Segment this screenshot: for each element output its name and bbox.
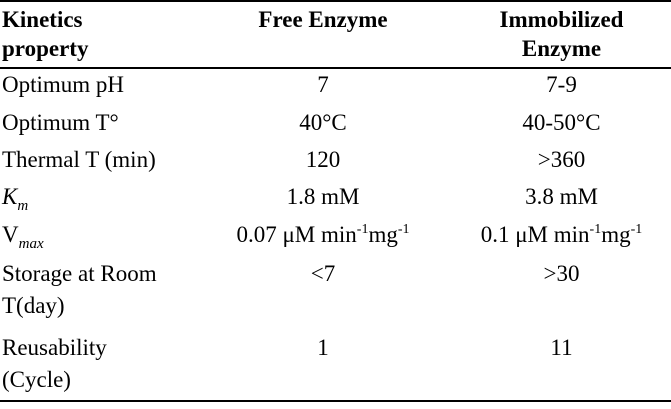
table-top-rule [0,0,671,2]
row-immobilized-value: 40-50°C [522,110,601,135]
row-free-value: <7 [310,261,336,286]
vmax-symbol: V [2,222,19,247]
imm-vmax-unit: mg [601,222,631,247]
table-bottom-rule [0,400,671,402]
row-free-value: 40°C [299,110,347,135]
row-immobilized-value: >30 [543,261,580,286]
free-vmax-exp2: -1 [397,222,410,237]
row-immobilized-value: >360 [537,147,586,172]
row-label [2,184,29,214]
row-free-value: 120 [305,147,341,172]
vmax-subscript: max [18,236,44,252]
row-free-value [198,222,448,248]
row-immobilized-value [452,222,671,248]
header-property-line2: property [2,36,89,61]
row-immobilized-value: 11 [550,335,573,360]
free-vmax-exp1: -1 [356,222,369,237]
row-free-value: 7 [317,72,329,97]
row-label: Thermal T (min) [2,147,156,172]
km-subscript: m [17,198,29,214]
row-label-line2: T(day) [2,293,65,318]
header-immobilized-line1: Immobilized [499,7,624,32]
row-label-line1: Reusability [2,335,107,360]
row-free-value: 1 [317,335,329,360]
row-free-value: 1.8 mM [286,184,360,209]
imm-vmax-value: 0.1 μM min [480,222,590,247]
header-property-line1: Kinetics [2,7,83,32]
free-vmax-value: 0.07 μM min [236,222,357,247]
free-vmax-unit: mg [368,222,398,247]
header-immobilized-line2: Enzyme [521,36,602,61]
row-label: Optimum T° [2,110,119,135]
km-symbol: K [2,184,18,209]
header-free-enzyme: Free Enzyme [258,7,388,32]
table-header-rule [0,67,671,69]
row-label-line2: (Cycle) [2,367,71,392]
row-label [2,222,44,252]
row-label: Optimum pH [2,72,125,97]
imm-vmax-exp1: -1 [589,222,602,237]
row-immobilized-value: 7-9 [546,72,577,97]
row-label-line1: Storage at Room [2,261,157,286]
row-immobilized-value: 3.8 mM [525,184,598,209]
imm-vmax-exp2: -1 [630,222,643,237]
